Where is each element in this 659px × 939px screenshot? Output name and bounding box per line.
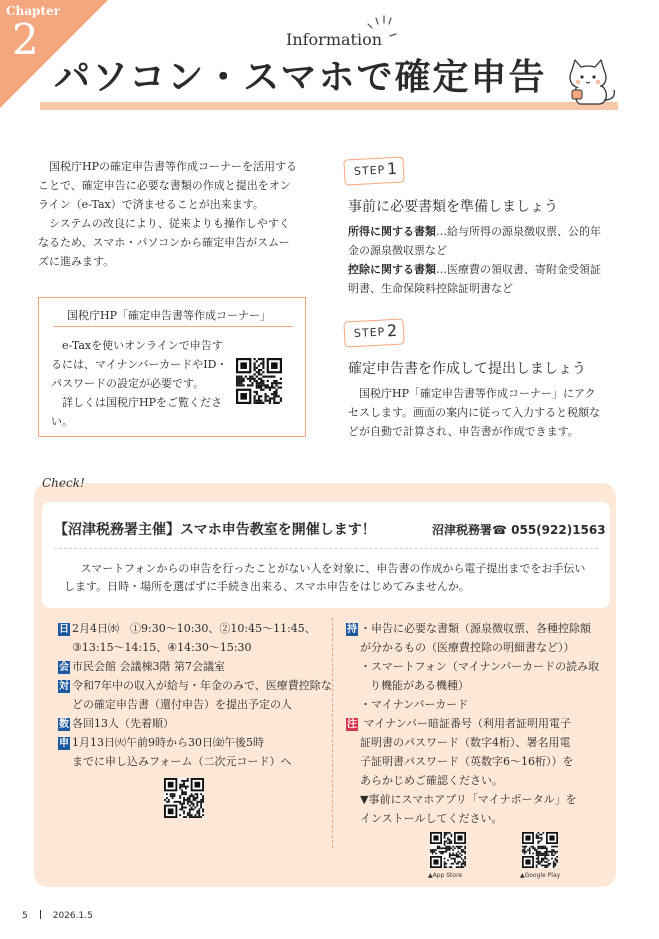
detail-line [58, 657, 320, 676]
requirement-text: 子証明書パスワード（英数字6〜16桁））を [360, 755, 574, 768]
badge-apply: 申 [59, 738, 69, 749]
nta-box-title: 国税庁HP「確定申告書等作成コーナー」 [67, 309, 271, 322]
requirement-text: が分かるもの（医療費控除の明細書など）） [360, 641, 575, 654]
page-title: パソコン・スマホで確定申告 [54, 57, 547, 98]
detail-line [58, 638, 320, 657]
document-category-label: 所得に関する書類 [348, 225, 436, 238]
page-footer [22, 910, 93, 921]
step-1-body [348, 222, 606, 298]
detail-text: までに申し込みフォーム（二次元コード）へ [72, 755, 292, 768]
requirement-text: り機能がある機種） [370, 679, 469, 692]
detail-line [58, 619, 320, 638]
qr-code-icon[interactable] [430, 832, 466, 868]
qr-code-icon[interactable] [522, 832, 558, 868]
requirement-text: 証明書のパスワード（数字4桁）、署名用電 [360, 736, 571, 749]
requirement-text: あらかじめご確認ください。 [360, 774, 503, 787]
step-2-text: 国税庁HP「確定申告書等作成コーナー」にアクセスします。画面の案内に従って入力すると税額などが自動で計算され、申告書が作成できます。 [348, 387, 601, 438]
requirement-text: ・スマートフォン（マイナンバーカードの読み取 [360, 660, 600, 673]
requirement-line [346, 714, 596, 733]
detail-line [58, 695, 320, 714]
badge-target: 対 [59, 681, 69, 692]
step-number: 2 [386, 320, 398, 341]
seminar-details [58, 619, 332, 771]
step-1-tag [343, 156, 404, 185]
page-number: 5 [22, 911, 28, 921]
intro-text [38, 157, 300, 271]
seminar-title: 【沼津税務署主催】スマホ申告教室を開催します！ [54, 522, 376, 538]
google-play-caption: ▲Google Play [520, 872, 561, 879]
detail-text: 市民会館 会議棟3階 第7会議室 [72, 660, 225, 673]
step-label: STEP [353, 325, 386, 341]
qr-code-icon[interactable] [236, 358, 282, 404]
requirement-text: マイナンバー暗証番号（利用者証明用電子 [360, 717, 571, 730]
requirement-text: ・マイナンバーカード [360, 698, 469, 711]
requirement-line [346, 619, 596, 638]
detail-text: 2月4日㈬ ①9:30〜10:30、②10:45〜11:45、 [72, 622, 316, 635]
step-2-tag [343, 318, 404, 347]
seminar-card [42, 502, 610, 608]
step-2-heading: 確定申告書を作成して提出しましょう [348, 361, 586, 377]
issue-date: 2026.1.5 [52, 911, 93, 921]
requirement-text: ・申告に必要な書類（源泉徴収票、各種控除額 [360, 622, 591, 635]
detail-line [58, 676, 332, 695]
requirement-line [346, 676, 596, 695]
column-divider [332, 618, 333, 848]
step-1-heading: 事前に必要書類を準備しましょう [348, 199, 558, 215]
requirement-line [346, 733, 596, 752]
detail-text: 令和7年中の収入が給与・年金のみで、医療費控除な [72, 679, 332, 692]
requirement-line [346, 809, 596, 828]
detail-text: ③13:15〜14:15、④14:30〜15:30 [72, 641, 252, 654]
divider [54, 548, 598, 549]
requirement-text: インストールしてください。 [360, 812, 503, 825]
chapter-number: 2 [12, 15, 39, 64]
detail-text: どの確定申告書（還付申告）を提出予定の人 [72, 698, 292, 711]
nta-box-paragraph: e-Taxを使いオンラインで申告するには、マイナンバーカードやID・パスワードの設定が必要です。 [51, 339, 228, 390]
chapter-word: Chapter [6, 4, 60, 18]
badge-note: 注 [347, 719, 357, 730]
intro-paragraph: システムの改良により、従来よりも操作しやすくなるため、スマホ・パソコンから確定申告がスムーズに進みます。 [38, 217, 290, 268]
requirement-line [346, 752, 596, 771]
badge-date: 日 [59, 624, 69, 635]
title-underline [40, 102, 618, 110]
check-label: Check! [42, 476, 85, 490]
qr-code-icon[interactable] [164, 778, 204, 818]
badge-venue: 会 [59, 662, 69, 673]
seminar-description: スマートフォンからの申告を行ったことがない人を対象に、申告書の作成から電子提出までをお手伝いします。日時・場所を選ばずに手続き出来る、スマホ申告をはじめてみませんか。 [64, 562, 586, 593]
divider [53, 326, 293, 327]
requirement-line [346, 657, 600, 676]
requirement-text: ▼事前にスマホアプリ「マイナポータル」を [360, 793, 577, 806]
requirement-line [346, 790, 596, 809]
badge-capacity: 数 [59, 719, 69, 730]
detail-text: 1月13日㈫午前9時から30日㈮午後5時 [72, 736, 264, 749]
document-category-text: …給与所得の源泉徴収票、公的年金の源泉徴収票など [348, 225, 601, 257]
app-store-caption: ▲App Store [428, 872, 463, 879]
info-label: Information [286, 30, 383, 49]
footer-separator [40, 910, 41, 919]
document-category-text: …医療費の領収書、寄附金受領証明書、生命保険料控除証明書など [348, 263, 601, 295]
detail-line [58, 733, 320, 752]
badge-bring: 持 [347, 624, 357, 635]
nta-box-text [51, 336, 229, 431]
detail-line [58, 752, 320, 771]
contact-phone: 沼津税務署☎ 055(922)1563 [432, 523, 606, 537]
nta-box-paragraph: 詳しくは国税庁HPをご覧ください。 [51, 396, 222, 428]
document-category-label: 控除に関する書類 [348, 263, 436, 276]
step-number: 1 [386, 158, 398, 179]
step-label: STEP [353, 163, 386, 179]
requirement-line [346, 638, 596, 657]
detail-text: 各回13人（先着順） [72, 717, 174, 730]
detail-line [58, 714, 320, 733]
requirement-line [346, 771, 596, 790]
cat-mascot-icon [558, 56, 620, 108]
intro-paragraph: 国税庁HPの確定申告書等作成コーナーを活用することで、確定申告に必要な書類の作成と提出をオンライン（e-Tax）で済ませることが出来ます。 [38, 160, 297, 211]
step-2-body [348, 384, 606, 441]
seminar-requirements [346, 619, 600, 828]
requirement-line [346, 695, 596, 714]
